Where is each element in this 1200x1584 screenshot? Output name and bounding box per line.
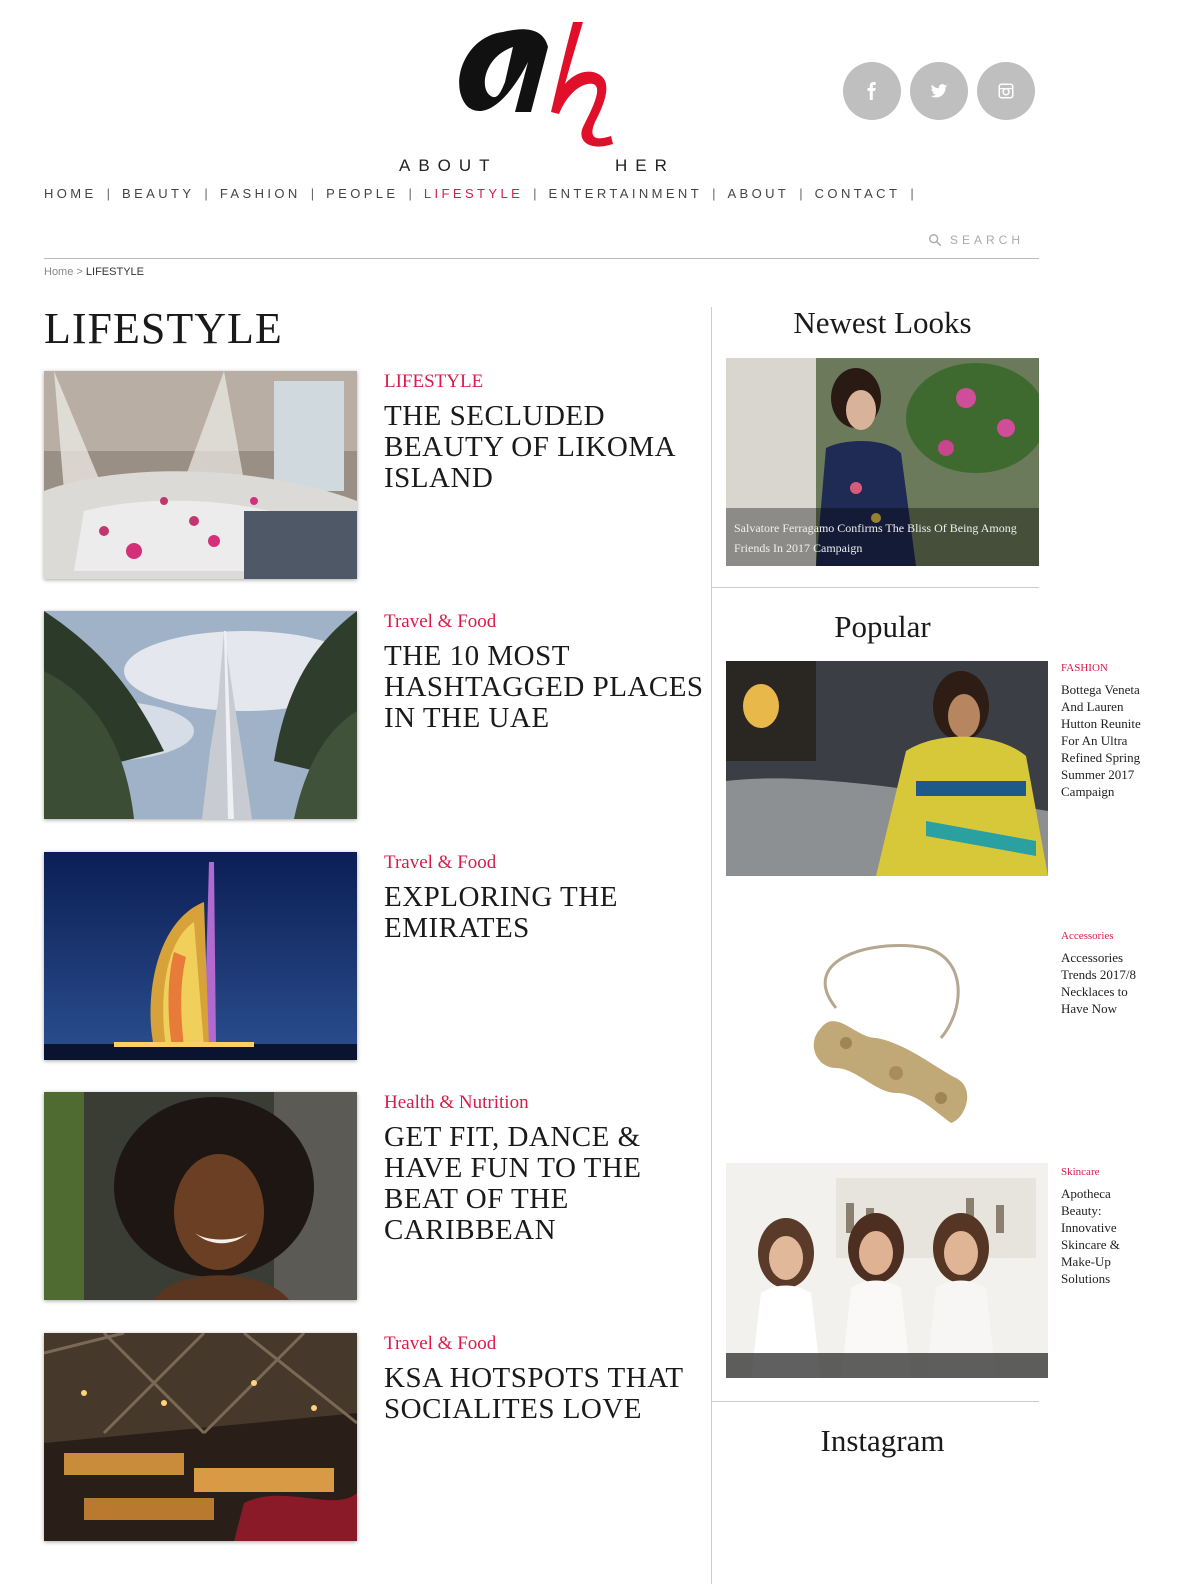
article-thumbnail[interactable]	[44, 371, 357, 579]
article-item[interactable]	[44, 1092, 704, 1302]
popular-item-title[interactable]: Accessories Trends 2017/8 Necklaces to Have Now	[1061, 950, 1137, 1016]
burj-al-arab-image	[44, 852, 357, 1060]
necklace-image	[726, 918, 1048, 1138]
nav-fashion[interactable]: FASHION	[219, 185, 301, 201]
logo-mark-icon	[443, 12, 613, 152]
nav-entertainment[interactable]: ENTERTAINMENT	[548, 185, 703, 201]
article-category[interactable]: Travel & Food	[384, 852, 497, 873]
apotheca-founders-image	[726, 1163, 1048, 1378]
page-title: LIFESTYLE	[44, 304, 283, 353]
newest-look-card[interactable]	[726, 358, 1039, 566]
nav-lifestyle[interactable]: LIFESTYLE	[423, 185, 524, 201]
nav-contact[interactable]: CONTACT	[814, 185, 901, 201]
article-category[interactable]: Travel & Food	[384, 611, 497, 632]
burj-khalifa-image	[44, 611, 357, 819]
nav-about[interactable]: ABOUT	[727, 185, 790, 201]
popular-item-image[interactable]	[726, 1163, 1048, 1378]
restaurant-image	[44, 1333, 357, 1541]
breadcrumb-home[interactable]: Home	[44, 266, 74, 278]
nav-separator: |	[799, 185, 803, 201]
bedroom-image	[44, 371, 357, 579]
nav-separator: |	[712, 185, 716, 201]
breadcrumb-current: LIFESTYLE	[85, 266, 144, 278]
popular-item-category[interactable]: FASHION	[1061, 662, 1108, 674]
article-thumbnail[interactable]	[44, 1092, 357, 1300]
bottega-campaign-image	[726, 661, 1048, 876]
instagram-button[interactable]	[977, 62, 1035, 120]
popular-item-image[interactable]	[726, 661, 1048, 876]
popular-heading: Popular	[834, 609, 931, 644]
nav-separator: |	[910, 185, 914, 201]
newest-looks-heading: Newest Looks	[793, 305, 972, 340]
dancer-portrait-image	[44, 1092, 357, 1300]
popular-item-category[interactable]: Skincare	[1061, 1166, 1100, 1178]
article-category[interactable]: LIFESTYLE	[384, 371, 484, 392]
article-title[interactable]: THE 10 MOST HASHTAGGED PLACES IN THE UAE	[384, 640, 704, 734]
facebook-button[interactable]	[843, 62, 901, 120]
search-input[interactable]	[928, 233, 1024, 247]
sidebar-divider	[711, 1401, 1039, 1402]
nav-people[interactable]: PEOPLE	[326, 185, 399, 201]
article-title[interactable]: KSA HOTSPOTS THAT SOCIALITES LOVE	[384, 1362, 684, 1425]
facebook-icon	[863, 82, 881, 100]
nav-home[interactable]: HOME	[44, 185, 97, 201]
article-category[interactable]: Health & Nutrition	[384, 1092, 529, 1113]
newest-look-caption[interactable]: Salvatore Ferragamo Confirms The Bliss Of Being Among Friends In 2017 Campaign	[734, 521, 1017, 555]
nav-separator: |	[204, 185, 208, 201]
article-item[interactable]	[44, 611, 704, 821]
site-logo[interactable]	[395, 12, 695, 175]
nav-separator: |	[533, 185, 537, 201]
article-title[interactable]: EXPLORING THE EMIRATES	[384, 881, 618, 944]
article-thumbnail[interactable]	[44, 611, 357, 819]
sidebar-divider	[711, 307, 712, 1584]
instagram-heading: Instagram	[820, 1423, 945, 1458]
sidebar-divider	[711, 587, 1039, 588]
nav-separator: |	[310, 185, 315, 201]
popular-item-title[interactable]: Apotheca Beauty: Innovative Skincare & Make-Up Solutions	[1061, 1186, 1120, 1286]
nav-separator: |	[408, 185, 412, 201]
popular-item-title[interactable]: Bottega Veneta And Lauren Hutton Reunite For An Ultra Refined Spring Summer 2017 Campaign	[1061, 682, 1141, 799]
search-label: SEARCH	[950, 233, 1025, 247]
article-item[interactable]	[44, 852, 704, 1062]
article-title[interactable]: GET FIT, DANCE & HAVE FUN TO THE BEAT OF THE CARIBBEAN	[384, 1121, 642, 1246]
breadcrumb-separator: >	[76, 266, 83, 278]
header-divider	[44, 258, 1039, 259]
main-nav	[44, 183, 926, 203]
twitter-icon	[930, 82, 948, 100]
article-item[interactable]	[44, 371, 704, 581]
twitter-button[interactable]	[910, 62, 968, 120]
nav-beauty[interactable]: BEAUTY	[122, 185, 195, 201]
instagram-icon	[997, 82, 1015, 100]
popular-item-image[interactable]	[726, 918, 1048, 1138]
article-title[interactable]: THE SECLUDED BEAUTY OF LIKOMA ISLAND	[384, 400, 675, 494]
logo-word-about: ABOUT	[399, 156, 498, 175]
search-icon	[928, 233, 942, 247]
nav-separator: |	[106, 185, 110, 201]
article-thumbnail[interactable]	[44, 1333, 357, 1541]
article-thumbnail[interactable]	[44, 852, 357, 1060]
popular-item-category[interactable]: Accessories	[1061, 930, 1114, 942]
article-item[interactable]	[44, 1333, 704, 1543]
logo-word-her: HER	[615, 156, 675, 175]
breadcrumb	[44, 266, 144, 278]
article-category[interactable]: Travel & Food	[384, 1333, 497, 1354]
